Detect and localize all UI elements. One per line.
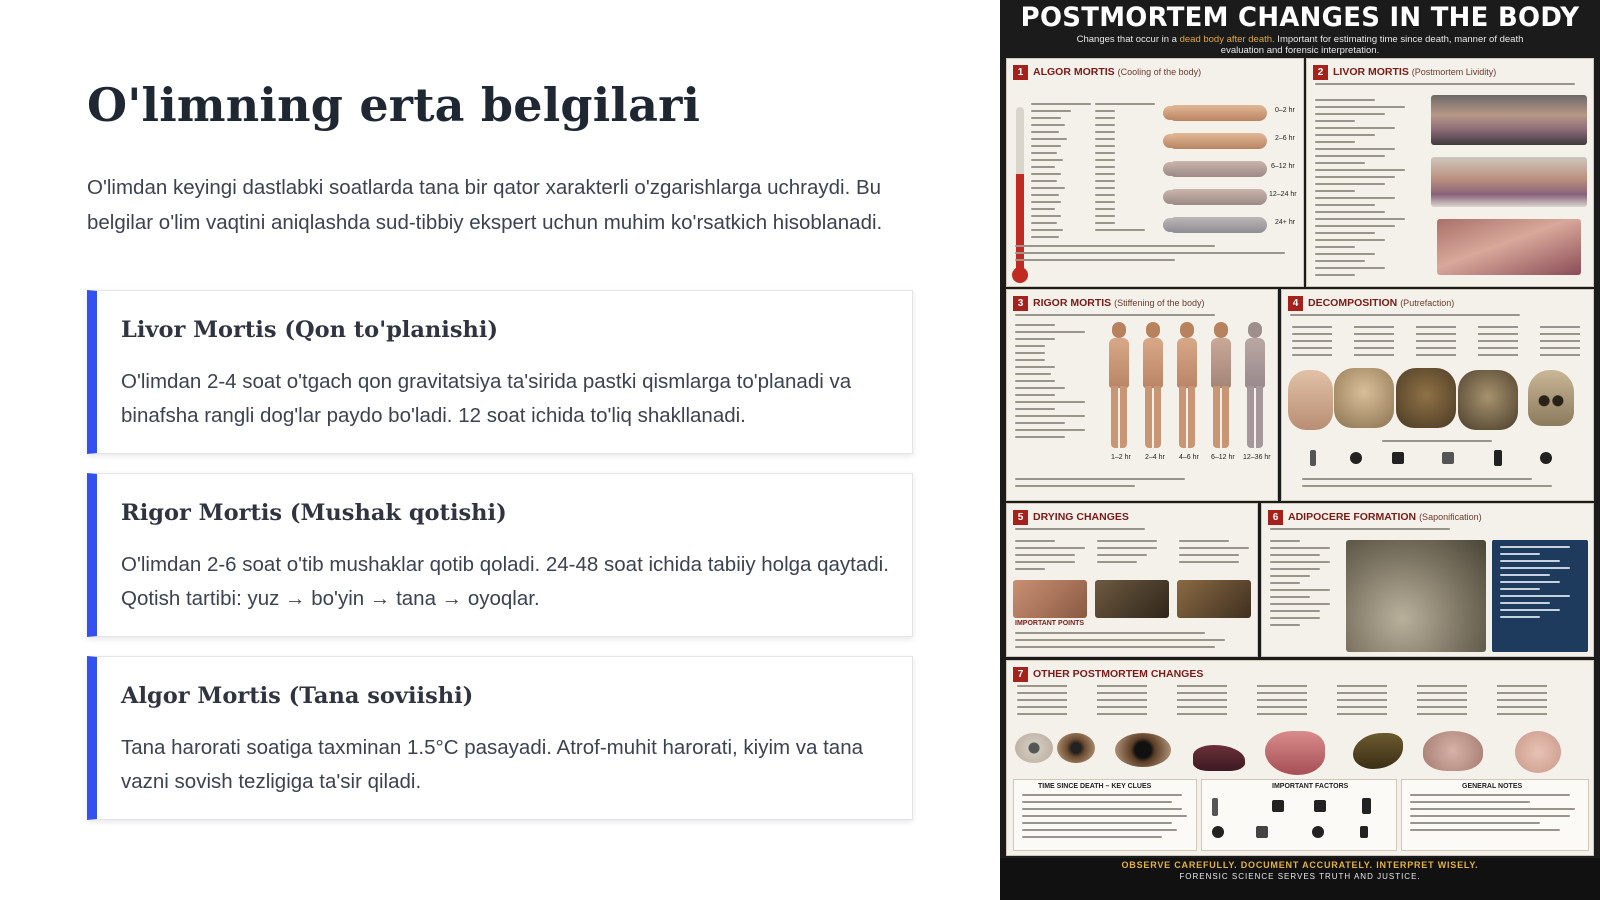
standing-body-figure bbox=[1243, 322, 1267, 450]
poster-footer bbox=[1000, 858, 1600, 900]
card-algor-mortis bbox=[87, 656, 913, 820]
body-build-icon bbox=[1362, 798, 1371, 814]
postmortem-poster-image bbox=[1000, 0, 1600, 900]
body-figure bbox=[1169, 161, 1267, 177]
panel-name: LIVOR MORTIS bbox=[1333, 66, 1409, 78]
fresh-face-photo bbox=[1288, 370, 1333, 430]
livor-back-photo bbox=[1431, 95, 1587, 145]
standing-body-figure bbox=[1107, 322, 1131, 450]
parchment-skin-photo bbox=[1095, 580, 1169, 618]
time-label: 4–6 hr bbox=[1179, 454, 1199, 461]
panel-name: DECOMPOSITION bbox=[1308, 297, 1398, 309]
important-points-box bbox=[1492, 540, 1588, 652]
time-label: 12–24 hr bbox=[1269, 191, 1297, 198]
page-title: O'limning erta belgilari bbox=[87, 78, 701, 132]
testes-icon bbox=[1515, 731, 1561, 773]
cause-of-death-icon bbox=[1312, 826, 1324, 838]
panel-livor-mortis bbox=[1306, 58, 1594, 287]
panel-other-postmortem-changes bbox=[1006, 660, 1594, 856]
panel-rigor-mortis bbox=[1006, 289, 1278, 501]
standing-body-figure bbox=[1175, 322, 1199, 450]
time-label: 6–12 hr bbox=[1271, 163, 1295, 170]
key-clues-label: TIME SINCE DEATH – KEY CLUES bbox=[1038, 783, 1152, 790]
important-factors-label: IMPORTANT FACTORS bbox=[1272, 783, 1349, 790]
adipocere-photo bbox=[1346, 540, 1486, 652]
panel-heading bbox=[1013, 65, 1201, 80]
body-figure bbox=[1169, 105, 1267, 121]
pupil-eye-icon bbox=[1115, 733, 1171, 767]
rigor-notes bbox=[1015, 478, 1265, 492]
bloating-face-photo bbox=[1334, 368, 1394, 428]
algor-notes bbox=[1015, 245, 1295, 266]
card-title: Livor Mortis (Qon to'planishi) bbox=[121, 317, 499, 343]
panel-name: DRYING CHANGES bbox=[1033, 511, 1129, 523]
liver-icon bbox=[1193, 745, 1245, 771]
important-factors-box bbox=[1201, 779, 1397, 851]
panel-number: 2 bbox=[1313, 65, 1328, 80]
drying-description bbox=[1015, 528, 1165, 535]
panel-number: 6 bbox=[1268, 510, 1283, 525]
clothing-icon bbox=[1314, 800, 1326, 812]
time-label: 2–4 hr bbox=[1145, 454, 1165, 461]
advanced-decay-face-photo bbox=[1458, 370, 1518, 430]
time-label: 0–2 hr bbox=[1275, 107, 1295, 114]
clothing-icon bbox=[1392, 452, 1404, 464]
card-rigor-mortis bbox=[87, 473, 913, 637]
poster-subtitle-part: Changes that occur in a bbox=[1076, 34, 1180, 45]
poster-subtitle-highlight: dead body after death. bbox=[1179, 34, 1275, 45]
decomp-factors-label bbox=[1382, 440, 1502, 447]
livor-description bbox=[1315, 83, 1585, 90]
decomp-description bbox=[1290, 314, 1550, 321]
mummification-photo bbox=[1177, 580, 1251, 618]
poster-subtitle-part: Important for estimating time since death, manner of death evaluation and forensic interpretation. bbox=[1220, 34, 1524, 56]
card-body: O'limdan 2-4 soat o'tgach qon gravitatsiya ta'sirida pastki qismlarga to'planadi va binafsha rangli dog'lar paydo bo'ladi. 12 soat ichida to'liq shakllanadi. bbox=[121, 370, 852, 427]
panel-name: RIGOR MORTIS bbox=[1033, 297, 1112, 309]
position-icon bbox=[1360, 826, 1368, 838]
drying-notes bbox=[1015, 632, 1255, 653]
general-notes-box bbox=[1401, 779, 1589, 851]
brain-icon bbox=[1423, 731, 1483, 771]
panel-name: ADIPOCERE FORMATION bbox=[1288, 511, 1417, 523]
panel-heading bbox=[1013, 667, 1203, 682]
panel-heading bbox=[1288, 296, 1454, 311]
body-figure bbox=[1169, 133, 1267, 149]
decomp-stage-labels bbox=[1292, 326, 1592, 361]
drying-col-2 bbox=[1097, 540, 1177, 568]
drying-col-1 bbox=[1015, 540, 1095, 575]
key-clues-text bbox=[1022, 794, 1192, 843]
rigor-text bbox=[1015, 324, 1095, 443]
eye-icon bbox=[1057, 733, 1095, 763]
medical-history-icon bbox=[1256, 826, 1268, 838]
stomach-icon bbox=[1265, 731, 1325, 775]
livor-text bbox=[1315, 99, 1415, 281]
panel-number: 7 bbox=[1013, 667, 1028, 682]
body-build-icon bbox=[1494, 450, 1502, 466]
time-label: 1–2 hr bbox=[1111, 454, 1131, 461]
body-figure bbox=[1169, 189, 1267, 205]
drying-col-3 bbox=[1179, 540, 1255, 568]
panel-heading bbox=[1268, 510, 1482, 525]
active-decay-face-photo bbox=[1396, 368, 1456, 428]
livor-front-photo bbox=[1431, 157, 1587, 207]
panel-subtitle: (Cooling of the body) bbox=[1117, 67, 1202, 77]
eye-icon bbox=[1015, 733, 1053, 763]
rigor-description bbox=[1015, 314, 1265, 321]
time-label: 2–6 hr bbox=[1275, 135, 1295, 142]
panel-subtitle: (Putrefaction) bbox=[1400, 298, 1455, 308]
panel-subtitle: (Postmortem Lividity) bbox=[1411, 67, 1497, 77]
gall-bladder-icon bbox=[1353, 733, 1403, 769]
other-changes-columns bbox=[1017, 685, 1587, 720]
card-title: Rigor Mortis (Mushak qotishi) bbox=[121, 500, 507, 526]
footer-tagline: FORENSIC SCIENCE SERVES TRUTH AND JUSTICE. bbox=[1179, 872, 1421, 881]
panel-subtitle: (Saponification) bbox=[1419, 512, 1482, 522]
footer-motto: OBSERVE CAREFULLY. DOCUMENT ACCURATELY. INTERPRET WISELY. bbox=[1121, 860, 1479, 870]
panel-algor-mortis bbox=[1006, 58, 1304, 287]
panel-number: 1 bbox=[1013, 65, 1028, 80]
adipocere-text bbox=[1270, 540, 1340, 631]
panel-heading bbox=[1313, 65, 1496, 80]
time-label: 24+ hr bbox=[1275, 219, 1296, 226]
key-clues-box bbox=[1013, 779, 1197, 851]
body-figure bbox=[1169, 217, 1267, 233]
poster-subtitle bbox=[1060, 34, 1540, 56]
general-notes-text bbox=[1410, 794, 1580, 836]
general-notes-label: GENERAL NOTES bbox=[1462, 783, 1523, 790]
humidity-drop-icon bbox=[1350, 452, 1362, 464]
burial-icon bbox=[1442, 452, 1454, 464]
important-points-label: IMPORTANT POINTS bbox=[1015, 620, 1085, 627]
thermometer-icon bbox=[1310, 450, 1316, 466]
panel-decomposition bbox=[1281, 289, 1594, 501]
humidity-drop-icon bbox=[1272, 800, 1284, 812]
cause-of-death-icon bbox=[1540, 452, 1552, 464]
panel-heading bbox=[1013, 510, 1129, 525]
time-label: 12–36 hr bbox=[1243, 454, 1271, 461]
temperature-table bbox=[1031, 103, 1091, 243]
panel-adipocere-formation bbox=[1261, 503, 1594, 657]
poster-title: POSTMORTEM CHANGES IN THE BODY bbox=[1020, 2, 1580, 33]
panel-drying-changes bbox=[1006, 503, 1258, 657]
thermometer-icon bbox=[1212, 798, 1218, 816]
panel-heading bbox=[1013, 296, 1205, 311]
panel-number: 5 bbox=[1013, 510, 1028, 525]
panel-subtitle: (Stiffening of the body) bbox=[1114, 298, 1205, 308]
standing-body-figure bbox=[1209, 322, 1233, 450]
decomp-notes bbox=[1302, 478, 1582, 492]
card-title: Algor Mortis (Tana soviishi) bbox=[121, 683, 474, 709]
panel-number: 4 bbox=[1288, 296, 1303, 311]
panel-name: ALGOR MORTIS bbox=[1033, 66, 1115, 78]
skeleton-skull-photo bbox=[1528, 370, 1574, 426]
temperature-column bbox=[1095, 103, 1155, 236]
card-body: O'limdan 2-6 soat o'tib mushaklar qotib qoladi. 24-48 soat ichida tabiiy holga qaytadi. Qotish tartibi: yuz → bo'yin → tana → oyoqlar. bbox=[121, 553, 889, 610]
age-sex-icon bbox=[1212, 826, 1224, 838]
important-points-text bbox=[1500, 546, 1580, 623]
livor-blanching-photo bbox=[1437, 219, 1581, 275]
panel-number: 3 bbox=[1013, 296, 1028, 311]
panel-name: OTHER POSTMORTEM CHANGES bbox=[1033, 668, 1204, 680]
time-label: 6–12 hr bbox=[1211, 454, 1235, 461]
card-body: Tana harorati soatiga taxminan 1.5°C pasayadi. Atrof-muhit harorati, kiyim va tana vazni sovish tezligiga ta'sir qiladi. bbox=[121, 736, 864, 793]
drying-skin-photo bbox=[1013, 580, 1087, 618]
standing-body-figure bbox=[1141, 322, 1165, 450]
card-livor-mortis bbox=[87, 290, 913, 454]
intro-paragraph: O'limdan keyingi dastlabki soatlarda tana bir qator xarakterli o'zgarishlarga uchraydi. Bu belgilar o'lim vaqtini aniqlashda sud-tibbiy ekspert uchun muhim ko'rsatkich hisoblanadi. bbox=[87, 176, 883, 234]
adipocere-description bbox=[1270, 528, 1470, 535]
